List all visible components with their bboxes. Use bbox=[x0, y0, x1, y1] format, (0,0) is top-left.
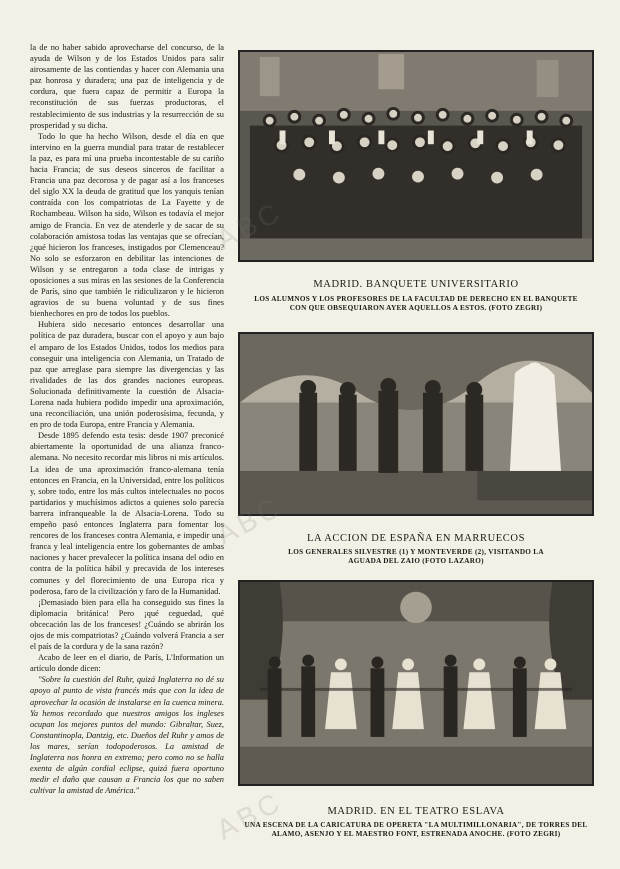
photo-marruecos bbox=[238, 332, 594, 516]
article-paragraph: la de no haber sabido aprovecharse del concurso, de la ayuda de Wilson y de los Estados Unidos para salir airosamente de las contiendas y hacer con Alemania una paz honrosa y duradera; una paz de inteligencia y de cordura, que fuera capaz de permitir a Europa la reconstitución de sus fuerzas productoras, el restablecimiento de sus industrias y la resurrección de su prosperidad y su dicha. bbox=[30, 43, 224, 130]
article-paragraph: ¡Demasiado bien para ella ha conseguido sus fines la diplomacia británica! Pero ¡qué ceguedad, qué obcecación las de los franceses! ¿Cuándo se abrirán los ojos de mis compatriotas? ¿Cuándo volverá Francia a ser el país de la cordura y de la sana razón? bbox=[30, 597, 224, 652]
watermark: ABC bbox=[211, 490, 288, 551]
photo-caption-marruecos: LOS GENERALES SILVESTRE (1) Y MONTEVERDE (2), VISITANDO LA AGUADA DEL ZAIO (FOTO LAZARO) bbox=[288, 548, 544, 566]
article-paragraph: Hubiera sido necesario entonces desarrollar una política de paz duradera, buscar con el apoyo y aun bajo el amparo de los Estados Unidos, todos los medios para conseguir una inteligencia con Alemania, un Tratado de paz que arreglase para siempre las divergencias y las rivalidades de las dos grandes naciones europeas. Solucionada definitivamente la cuestión de Alsacia-Lorena nada hubiera podido impedir una aproximación, una reconciliación, una unión poderosísima, fecunda, y en pro de toda Europa, entre Francia y Alemania. bbox=[30, 320, 224, 430]
article-paragraph: Acabo de leer en el diario, de París, L'Information un artículo donde dicen: bbox=[30, 653, 224, 674]
watermark: ABC bbox=[211, 785, 288, 846]
photo-teatro-eslava bbox=[238, 580, 594, 786]
photo-title-banquete: MADRID. BANQUETE UNIVERSITARIO bbox=[313, 279, 519, 290]
article-paragraph: Desde 1895 defendo esta tesis: desde 1907 preconicé abiertamente la oportunidad de una alianza franco-alemana. No necesito recordar mis libros ni mis artículos. La idea de una aproximación franco-alemana tenía entonces en Francia, en la Universidad, entre los políticos y, sobre todo, entre los más cultos intelectuales no pocos partidarios y muchísimos adictos a quienes solo parecía barrera infranqueable la de Alsacia-Lorena. Todo su empeño pasó entonces Inglaterra para fomentar los rencores de los franceses contra Alemania, e impedir una franca y leal inteligencia entre los gobernantes de ambas naciones y hacer prevalecer la política insana del odio en contra de la política hábil y precavida de los intereses comunes y del florecimiento de una Europa rica y poderosa, faro de la civilización y faro de la Humanidad. bbox=[30, 431, 224, 596]
photo-title-teatro-eslava: MADRID. EN EL TEATRO ESLAVA bbox=[327, 806, 505, 817]
photo-caption-teatro-eslava: UNA ESCENA DE LA CARICATURA DE OPERETA "LA MULTIMILLONARIA", DE TORRES DEL ALAMO, ASENJO Y EL MAESTRO FONT, ESTRENADA ANOCHE. (FOTO ZEGRI) bbox=[244, 821, 588, 839]
photo-banquete bbox=[238, 50, 594, 262]
article-paragraph: Todo lo que ha hecho Wilson, desde el día en que intervino en la guerra mundial para tratar de restablecer la paz, es para mí una prueba incontestable de su cariño hacia Francia; de sus deseos sinceros de facilitar a Francia una paz decorosa y de pagar así a los franceses del siglo XX la deuda de gratitud que los yanquis tenían contraída con los compatriotas de La Fayette y de Rochambeau. Wilson ha sido, Wilson es todavía el mejor amigo de Francia. En vez de atenderle y de sacar de su colaboración amistosa todas las ventajas que se ofrecían, ¿qué hicieron los franceses, instigados por Clemenceau? No solo se esforzaron en debilitar las intenciones de Wilson y se entregaron a toda clase de intrigas y oposiciones a sus miras en las sesiones de la Conferencia de París, sino que también le ridiculizaron y le hicieron agravios de su buena voluntad y de sus fines bienhechores en pro de todos los pueblos. bbox=[30, 131, 224, 319]
article-quote: "Sobre la cuestión del Ruhr, quizá Inglaterra no dé su apoyo al punto de vista francés más que con la idea de aprovechar la ocasión de instalarse en la cuenca minera. Ya hemos recordado que nuestros amigos los ingleses ocupan los mejores puntos del mundo: Gibraltar, Suez, Constantinopla, Dantzig, etc. Dueños del Ruhr y amos de los mares, serían todopoderosos. La amistad de Inglaterra nos honra en extremo; pero como no se halla exenta de algún cordial eclipse, quizá fuera oportuno medir el daño que causan a Francia los que no saben cultivar la amistad de América." bbox=[30, 675, 224, 796]
article-column bbox=[30, 42, 224, 857]
photo-title-marruecos: LA ACCION DE ESPAÑA EN MARRUECOS bbox=[306, 533, 526, 544]
photo-caption-banquete: LOS ALUMNOS Y LOS PROFESORES DE LA FACULTAD DE DERECHO EN EL BANQUETE CON QUE OBSEQUIARON AYER AQUELLOS A ESTOS. (FOTO ZEGRI) bbox=[254, 295, 578, 313]
